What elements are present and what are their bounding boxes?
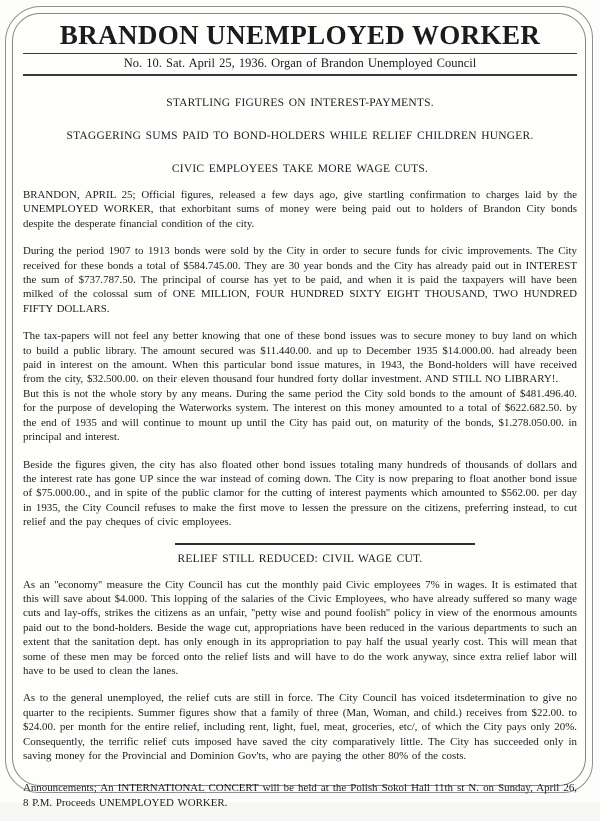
- article-paragraph-waterworks: But this is not the whole story by any means. During the same period the City sold bonds to the amount of $481.496.40. for the purpose of developing the Waterworks system. The interest on this money amounted to a total of $622.682.50. by the end of 1935 and will continue to mount up until the City has paid out, on maturity of the bonds, $1.278.050.00. in principal and interest.: [23, 387, 577, 444]
- article-paragraph-bonds: During the period 1907 to 1913 bonds were sold by the City in order to secure funds for civic improvements. The City received for these bonds a total of $584.745.00. They are 30 year bonds and the City has already paid out in INTEREST the sum of $737.787.50. The principal of course has yet to be paid, and when it is paid the taxpayers will have been milked of the colossal sum of ONE MILLION, FOUR HUNDRED SIXTY EIGHT THOUSAND, TWO HUNDRED FIFTY DOLLARS.: [23, 245, 577, 315]
- masthead-title: BRANDON UNEMPLOYED WORKER: [59, 20, 541, 50]
- article-paragraph-other-bonds: Beside the figures given, the city has also floated other bond issues totaling many hundreds of thousands of dollars and the interest rate has gone UP since the war instead of coming down. The City is now preparing to float another bond issue of $75.000.00., and in spite of the public clamor for the cutting of interest payments which amounted to $562.00. per day in 1935, the City Council refuses to make the first move to lessen the pressure on the citizens, preferring instead, to cut relief and the pay cheques of civic employees.: [23, 458, 577, 529]
- headline-interest-payments: STARTLING FIGURES ON INTEREST-PAYMENTS.: [166, 97, 434, 109]
- page-content: [23, 20, 577, 821]
- headline-wage-cuts: CIVIC EMPLOYEES TAKE MORE WAGE CUTS.: [171, 163, 429, 175]
- section-paragraph-unemployed: As to the general unemployed, the relief cuts are still in force. The City Council has voiced itsdetermination to give no quarter to the recipients. Summer figures show that a family of three (Man, Woman, and child.) receives from $22.00. to $24.00. per month for the entire relief, including rent, light, fuel, meat, groceries, etc/, of which the City pays only 20%. Consequently, the terrific relief cuts imposed have saved the city comparatively little. The City has succeeded only in saving money for the Provincial and Dominion Gov'ts, who are paying the other 80% of the costs.: [23, 692, 577, 762]
- section-paragraph-economy: As an ''economy'' measure the City Council has cut the monthly paid Civic employees 7% in wages. It is estimated that this will save about $4.000. This lopping of the salaries of the Civic Employees, who have already suffered so many wage cuts and lay-offs, strikes the citizens as an unfair, ''petty wise and pound foolish'' policy in view of the enormous amounts paid out to the bond-holders. Beside the wage cut, appropriations have been reduced in the various departments to such an extent that the sanitation dept. has only enough in its appropriation to pay half the usual yearly cost. This will mean that some of these men may be forced onto the relief lists and will have to do the work anyway, since extra relief labor will have to be used to clean the lanes.: [23, 578, 577, 677]
- article-paragraph-library: The tax-papers will not feel any better knowing that one of these bond issues was to secure money to buy land on which to build a public library. The amount secured was $11.440.00. and up to December 1935 $14.000.00. had already been paid in interest on the amount. When this particular bond issue matures, in 1943, the Bond-holders will have received from the city, $32.500.00. on their eleven thousand four hundred forty dollar investment. AND STILL NO LIBRARY!.: [23, 330, 577, 386]
- masthead-subtitle: No. 10. Sat. April 25, 1936. Organ of Brandon Unemployed Council: [123, 56, 477, 70]
- masthead-rule-bottom: [23, 74, 577, 76]
- announcement-concert: Announcements; An INTERNATIONAL CONCERT will be held at the Polish Sokol Hall 11th st N. on Sunday, April 26, 8 P.M. Proceeds UNEMPLOYED WORKER.: [23, 782, 577, 809]
- section-rule: [175, 543, 474, 545]
- headline-bond-holders: STAGGERING SUMS PAID TO BOND-HOLDERS WHILE RELIEF CHILDREN HUNGER.: [66, 130, 534, 142]
- article-paragraph-lead: BRANDON, APRIL 25; Official figures, released a few days ago, give startling confirmation to charges laid by the UNEMPLOYED WORKER, that exhorbitant sums of money were being paid out to holders of Brandon City bonds despite the desperate financial condition of the city.: [23, 189, 577, 230]
- section-heading-relief: RELIEF STILL REDUCED: CIVIL WAGE CUT.: [177, 552, 423, 565]
